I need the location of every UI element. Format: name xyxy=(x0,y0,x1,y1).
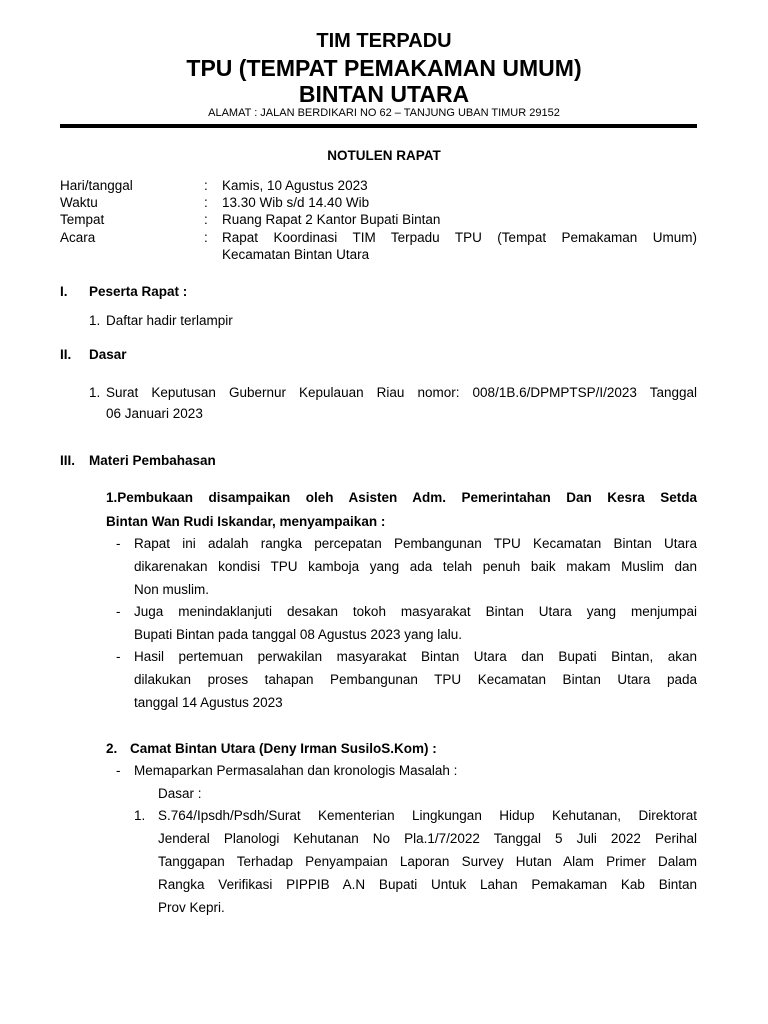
list-number: 1. xyxy=(89,313,101,328)
list-number: 1. xyxy=(134,808,146,823)
list-number: 1. xyxy=(89,385,101,400)
subheading-basis: Dasar : xyxy=(158,786,202,801)
bullet-text: Hasil pertemuan perwakilan masyarakat Bintan Utara dan Bupati Bintan, akan xyxy=(134,649,697,664)
meta-value-agenda-cont: Kecamatan Bintan Utara xyxy=(222,247,370,262)
meta-colon: : xyxy=(204,212,208,227)
list-item-cont: 06 Januari 2023 xyxy=(106,406,203,421)
discussion-heading-2: Camat Bintan Utara (Deny Irman SusiloS.Kom) : xyxy=(130,741,437,756)
list-item: S.764/Ipsdh/Psdh/Surat Kementerian Lingkungan Hidup Kehutanan, Direktorat xyxy=(158,808,697,823)
meta-label-place: Tempat xyxy=(60,212,105,227)
list-item: Rangka Verifikasi PIPPIB A.N Bupati Untuk Lahan Pemakaman Kab Bintan xyxy=(158,877,697,892)
discussion-heading-1: 1.Pembukaan disampaikan oleh Asisten Adm. Pemerintahan Dan Kesra Setda xyxy=(106,490,697,505)
discussion-number: 2. xyxy=(106,741,118,756)
meta-label-agenda: Acara xyxy=(60,230,96,245)
meta-value-agenda: Rapat Koordinasi TIM Terpadu TPU (Tempat Pemakaman Umum) xyxy=(222,230,697,245)
bullet-text: Memaparkan Permasalahan dan kronologis Masalah : xyxy=(134,763,458,778)
header-address: ALAMAT : JALAN BERDIKARI NO 62 – TANJUNG UBAN TIMUR 29152 xyxy=(208,107,560,119)
list-item: Jenderal Planologi Kehutanan No Pla.1/7/2022 Tanggal 5 Juli 2022 Perihal xyxy=(158,831,697,846)
bullet-text: dikarenakan kondisi TPU kamboja yang ada telah penuh baik makam Muslim dan xyxy=(134,559,697,574)
bullet-text: Non muslim. xyxy=(134,582,210,597)
header-org-line3: BINTAN UTARA xyxy=(298,81,470,107)
list-item: Tanggapan Terhadap Penyampaian Laporan Survey Hutan Alam Primer Dalam xyxy=(158,854,697,869)
meta-colon: : xyxy=(204,178,208,193)
header-divider xyxy=(60,124,697,128)
meta-colon: : xyxy=(204,195,208,210)
bullet-text: Bupati Bintan pada tanggal 08 Agustus 2023 yang lalu. xyxy=(134,627,463,642)
bullet-text: tanggal 14 Agustus 2023 xyxy=(134,695,283,710)
bullet-dash: - xyxy=(116,763,121,778)
meta-value-place: Ruang Rapat 2 Kantor Bupati Bintan xyxy=(222,212,441,227)
section-number: I. xyxy=(60,284,68,299)
section-number: III. xyxy=(60,453,76,468)
header-org-line1: TIM TERPADU xyxy=(316,30,452,52)
bullet-dash: - xyxy=(116,649,121,664)
list-item: Daftar hadir terlampir xyxy=(106,313,233,328)
meta-value-time: 13.30 Wib s/d 14.40 Wib xyxy=(222,195,370,210)
section-title-basis: Dasar xyxy=(89,347,127,362)
document-title: NOTULEN RAPAT xyxy=(327,148,441,163)
section-number: II. xyxy=(60,347,72,362)
list-item: Prov Kepri. xyxy=(158,900,225,915)
bullet-dash: - xyxy=(116,604,121,619)
section-title-participants: Peserta Rapat : xyxy=(89,284,188,299)
meta-value-date: Kamis, 10 Agustus 2023 xyxy=(222,178,368,193)
meta-colon: : xyxy=(204,230,208,245)
meta-label-time: Waktu xyxy=(60,195,98,210)
discussion-heading-1-cont: Bintan Wan Rudi Iskandar, menyampaikan : xyxy=(106,514,386,529)
bullet-text: dilakukan proses tahapan Pembangunan TPU Kecamatan Bintan Utara pada xyxy=(134,672,697,687)
bullet-text: Rapat ini adalah rangka percepatan Pembangunan TPU Kecamatan Bintan Utara xyxy=(134,536,697,551)
section-title-discussion: Materi Pembahasan xyxy=(89,453,216,468)
bullet-text: Juga menindaklanjuti desakan tokoh masyarakat Bintan Utara yang menjumpai xyxy=(134,604,697,619)
list-item: Surat Keputusan Gubernur Kepulauan Riau nomor: 008/1B.6/DPMPTSP/I/2023 Tanggal xyxy=(106,385,697,400)
meta-label-date: Hari/tanggal xyxy=(60,178,133,193)
bullet-dash: - xyxy=(116,536,121,551)
header-org-line2: TPU (TEMPAT PEMAKAMAN UMUM) xyxy=(186,55,582,81)
